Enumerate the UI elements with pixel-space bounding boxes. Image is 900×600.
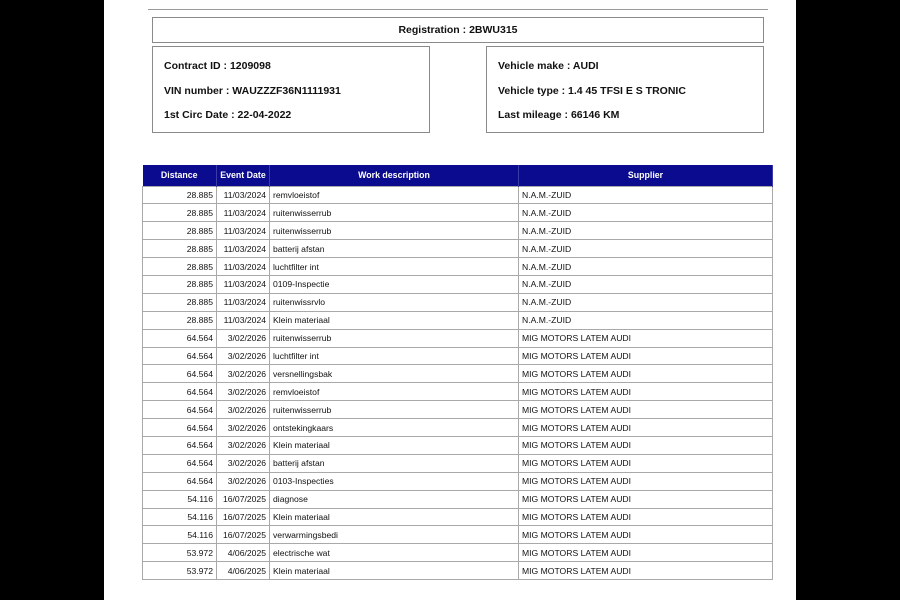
table-row <box>143 329 773 347</box>
event-date-cell: 3/02/2026 <box>217 419 270 437</box>
table-row <box>143 401 773 419</box>
distance-cell: 64.564 <box>143 436 217 454</box>
vin-label: VIN number <box>164 84 223 97</box>
work-description-cell: 0109-Inspectie <box>270 275 519 293</box>
column-header-supplier: Supplier <box>519 165 773 186</box>
contract-id-line: Contract ID : 1209098 <box>164 60 271 72</box>
table-row <box>143 204 773 222</box>
event-date-cell: 11/03/2024 <box>217 240 270 258</box>
event-date-cell: 16/07/2025 <box>217 490 270 508</box>
event-date-cell: 3/02/2026 <box>217 436 270 454</box>
vehicle-info-right <box>486 46 764 133</box>
event-date-cell: 11/03/2024 <box>217 186 270 204</box>
distance-cell: 64.564 <box>143 472 217 490</box>
table-body <box>143 186 773 580</box>
distance-cell: 54.116 <box>143 490 217 508</box>
work-description-cell: batterij afstan <box>270 240 519 258</box>
table-row <box>143 383 773 401</box>
distance-cell: 64.564 <box>143 383 217 401</box>
vehicle-type-line: Vehicle type : 1.4 45 TFSI E S TRONIC <box>498 84 686 97</box>
work-description-cell: 0103-Inspecties <box>270 472 519 490</box>
contract-id-value: 1209098 <box>229 60 271 72</box>
distance-cell: 28.885 <box>143 293 217 311</box>
work-description-cell: remvloeistof <box>270 383 519 401</box>
supplier-cell: MIG MOTORS LATEM AUDI <box>519 562 773 580</box>
table-row <box>143 347 773 365</box>
event-date-cell: 3/02/2026 <box>217 347 270 365</box>
distance-cell: 54.116 <box>143 526 217 544</box>
table-row <box>143 454 773 472</box>
distance-cell: 53.972 <box>143 562 217 580</box>
event-date-cell: 3/02/2026 <box>217 365 270 383</box>
distance-cell: 64.564 <box>143 347 217 365</box>
work-description-cell: diagnose <box>270 490 519 508</box>
event-date-cell: 11/03/2024 <box>217 222 270 240</box>
table-row <box>143 472 773 490</box>
column-header-event-date: Event Date <box>217 165 270 186</box>
supplier-cell: N.A.M.-ZUID <box>519 275 773 293</box>
work-description-cell: ruitenwissrvlo <box>270 293 519 311</box>
registration-box: Registration : 2BWU315 <box>152 17 764 43</box>
table-row <box>143 544 773 562</box>
event-date-cell: 4/06/2025 <box>217 544 270 562</box>
event-date-cell: 11/03/2024 <box>217 293 270 311</box>
vin-value: WAUZZZF36N1111931 <box>232 84 341 97</box>
last-mileage-value: 66146 KM <box>570 109 620 121</box>
top-divider <box>148 9 768 10</box>
contract-id-label: Contract ID <box>164 60 221 72</box>
work-description-cell: Klein materiaal <box>270 311 519 329</box>
distance-cell: 53.972 <box>143 544 217 562</box>
work-description-cell: ruitenwisserrub <box>270 222 519 240</box>
column-header-work-description: Work description <box>270 165 519 186</box>
supplier-cell: MIG MOTORS LATEM AUDI <box>519 347 773 365</box>
event-date-cell: 11/03/2024 <box>217 311 270 329</box>
vin-line: VIN number : WAUZZZF36N1111931 <box>164 84 341 97</box>
distance-cell: 28.885 <box>143 222 217 240</box>
supplier-cell: MIG MOTORS LATEM AUDI <box>519 544 773 562</box>
vehicle-info-left <box>152 46 430 133</box>
supplier-cell: MIG MOTORS LATEM AUDI <box>519 490 773 508</box>
work-description-cell: electrische wat <box>270 544 519 562</box>
work-description-cell: Klein materiaal <box>270 562 519 580</box>
supplier-cell: MIG MOTORS LATEM AUDI <box>519 383 773 401</box>
event-date-cell: 3/02/2026 <box>217 329 270 347</box>
supplier-cell: MIG MOTORS LATEM AUDI <box>519 365 773 383</box>
distance-cell: 64.564 <box>143 329 217 347</box>
table-row <box>143 186 773 204</box>
work-description-cell: Klein materiaal <box>270 508 519 526</box>
first-circ-label: 1st Circ Date <box>164 109 229 121</box>
distance-cell: 28.885 <box>143 186 217 204</box>
supplier-cell: MIG MOTORS LATEM AUDI <box>519 472 773 490</box>
event-date-cell: 11/03/2024 <box>217 275 270 293</box>
registration-value: 2BWU315 <box>469 24 518 36</box>
registration-label: Registration <box>398 24 460 36</box>
table-row <box>143 222 773 240</box>
supplier-cell: MIG MOTORS LATEM AUDI <box>519 526 773 544</box>
table-row <box>143 562 773 580</box>
work-description-cell: ontstekingkaars <box>270 419 519 437</box>
work-description-cell: ruitenwisserrub <box>270 204 519 222</box>
event-date-cell: 3/02/2026 <box>217 401 270 419</box>
first-circ-value: 22-04-2022 <box>237 109 292 121</box>
last-mileage-line: Last mileage : 66146 KM <box>498 109 620 121</box>
supplier-cell: N.A.M.-ZUID <box>519 258 773 276</box>
distance-cell: 64.564 <box>143 365 217 383</box>
event-date-cell: 3/02/2026 <box>217 454 270 472</box>
event-date-cell: 16/07/2025 <box>217 508 270 526</box>
work-description-cell: ruitenwisserrub <box>270 401 519 419</box>
distance-cell: 28.885 <box>143 204 217 222</box>
vehicle-type-label: Vehicle type <box>498 84 559 97</box>
supplier-cell: MIG MOTORS LATEM AUDI <box>519 401 773 419</box>
distance-cell: 28.885 <box>143 240 217 258</box>
distance-cell: 28.885 <box>143 258 217 276</box>
event-date-cell: 16/07/2025 <box>217 526 270 544</box>
supplier-cell: N.A.M.-ZUID <box>519 311 773 329</box>
work-description-cell: luchtfilter int <box>270 347 519 365</box>
table-header-row <box>143 165 773 186</box>
distance-cell: 64.564 <box>143 401 217 419</box>
supplier-cell: N.A.M.-ZUID <box>519 293 773 311</box>
work-description-cell: batterij afstan <box>270 454 519 472</box>
table-row <box>143 275 773 293</box>
supplier-cell: N.A.M.-ZUID <box>519 186 773 204</box>
distance-cell: 28.885 <box>143 311 217 329</box>
vehicle-make-label: Vehicle make <box>498 60 564 72</box>
supplier-cell: MIG MOTORS LATEM AUDI <box>519 508 773 526</box>
event-date-cell: 11/03/2024 <box>217 204 270 222</box>
distance-cell: 64.564 <box>143 419 217 437</box>
event-date-cell: 3/02/2026 <box>217 383 270 401</box>
distance-cell: 28.885 <box>143 275 217 293</box>
supplier-cell: MIG MOTORS LATEM AUDI <box>519 436 773 454</box>
event-date-cell: 4/06/2025 <box>217 562 270 580</box>
vehicle-make-value: AUDI <box>572 60 599 72</box>
distance-cell: 54.116 <box>143 508 217 526</box>
table-row <box>143 365 773 383</box>
work-description-cell: ruitenwisserrub <box>270 329 519 347</box>
supplier-cell: MIG MOTORS LATEM AUDI <box>519 454 773 472</box>
work-description-cell: luchtfilter int <box>270 258 519 276</box>
first-circ-line: 1st Circ Date : 22-04-2022 <box>164 109 292 121</box>
vehicle-type-value: 1.4 45 TFSI E S TRONIC <box>568 84 686 97</box>
document-page <box>104 0 796 600</box>
distance-cell: 64.564 <box>143 454 217 472</box>
supplier-cell: N.A.M.-ZUID <box>519 204 773 222</box>
maintenance-history-table <box>142 165 773 580</box>
table-row <box>143 436 773 454</box>
table-row <box>143 490 773 508</box>
event-date-cell: 11/03/2024 <box>217 258 270 276</box>
table-row <box>143 508 773 526</box>
work-description-cell: Klein materiaal <box>270 436 519 454</box>
supplier-cell: MIG MOTORS LATEM AUDI <box>519 419 773 437</box>
work-description-cell: remvloeistof <box>270 186 519 204</box>
supplier-cell: MIG MOTORS LATEM AUDI <box>519 329 773 347</box>
supplier-cell: N.A.M.-ZUID <box>519 240 773 258</box>
work-description-cell: versnellingsbak <box>270 365 519 383</box>
vehicle-make-line: Vehicle make : AUDI <box>498 60 599 72</box>
table-row <box>143 526 773 544</box>
table-row <box>143 311 773 329</box>
last-mileage-label: Last mileage <box>498 109 562 121</box>
supplier-cell: N.A.M.-ZUID <box>519 222 773 240</box>
event-date-cell: 3/02/2026 <box>217 472 270 490</box>
work-description-cell: verwarmingsbedi <box>270 526 519 544</box>
table-row <box>143 293 773 311</box>
table-row <box>143 419 773 437</box>
column-header-distance: Distance <box>143 165 217 186</box>
table-row <box>143 258 773 276</box>
table-row <box>143 240 773 258</box>
